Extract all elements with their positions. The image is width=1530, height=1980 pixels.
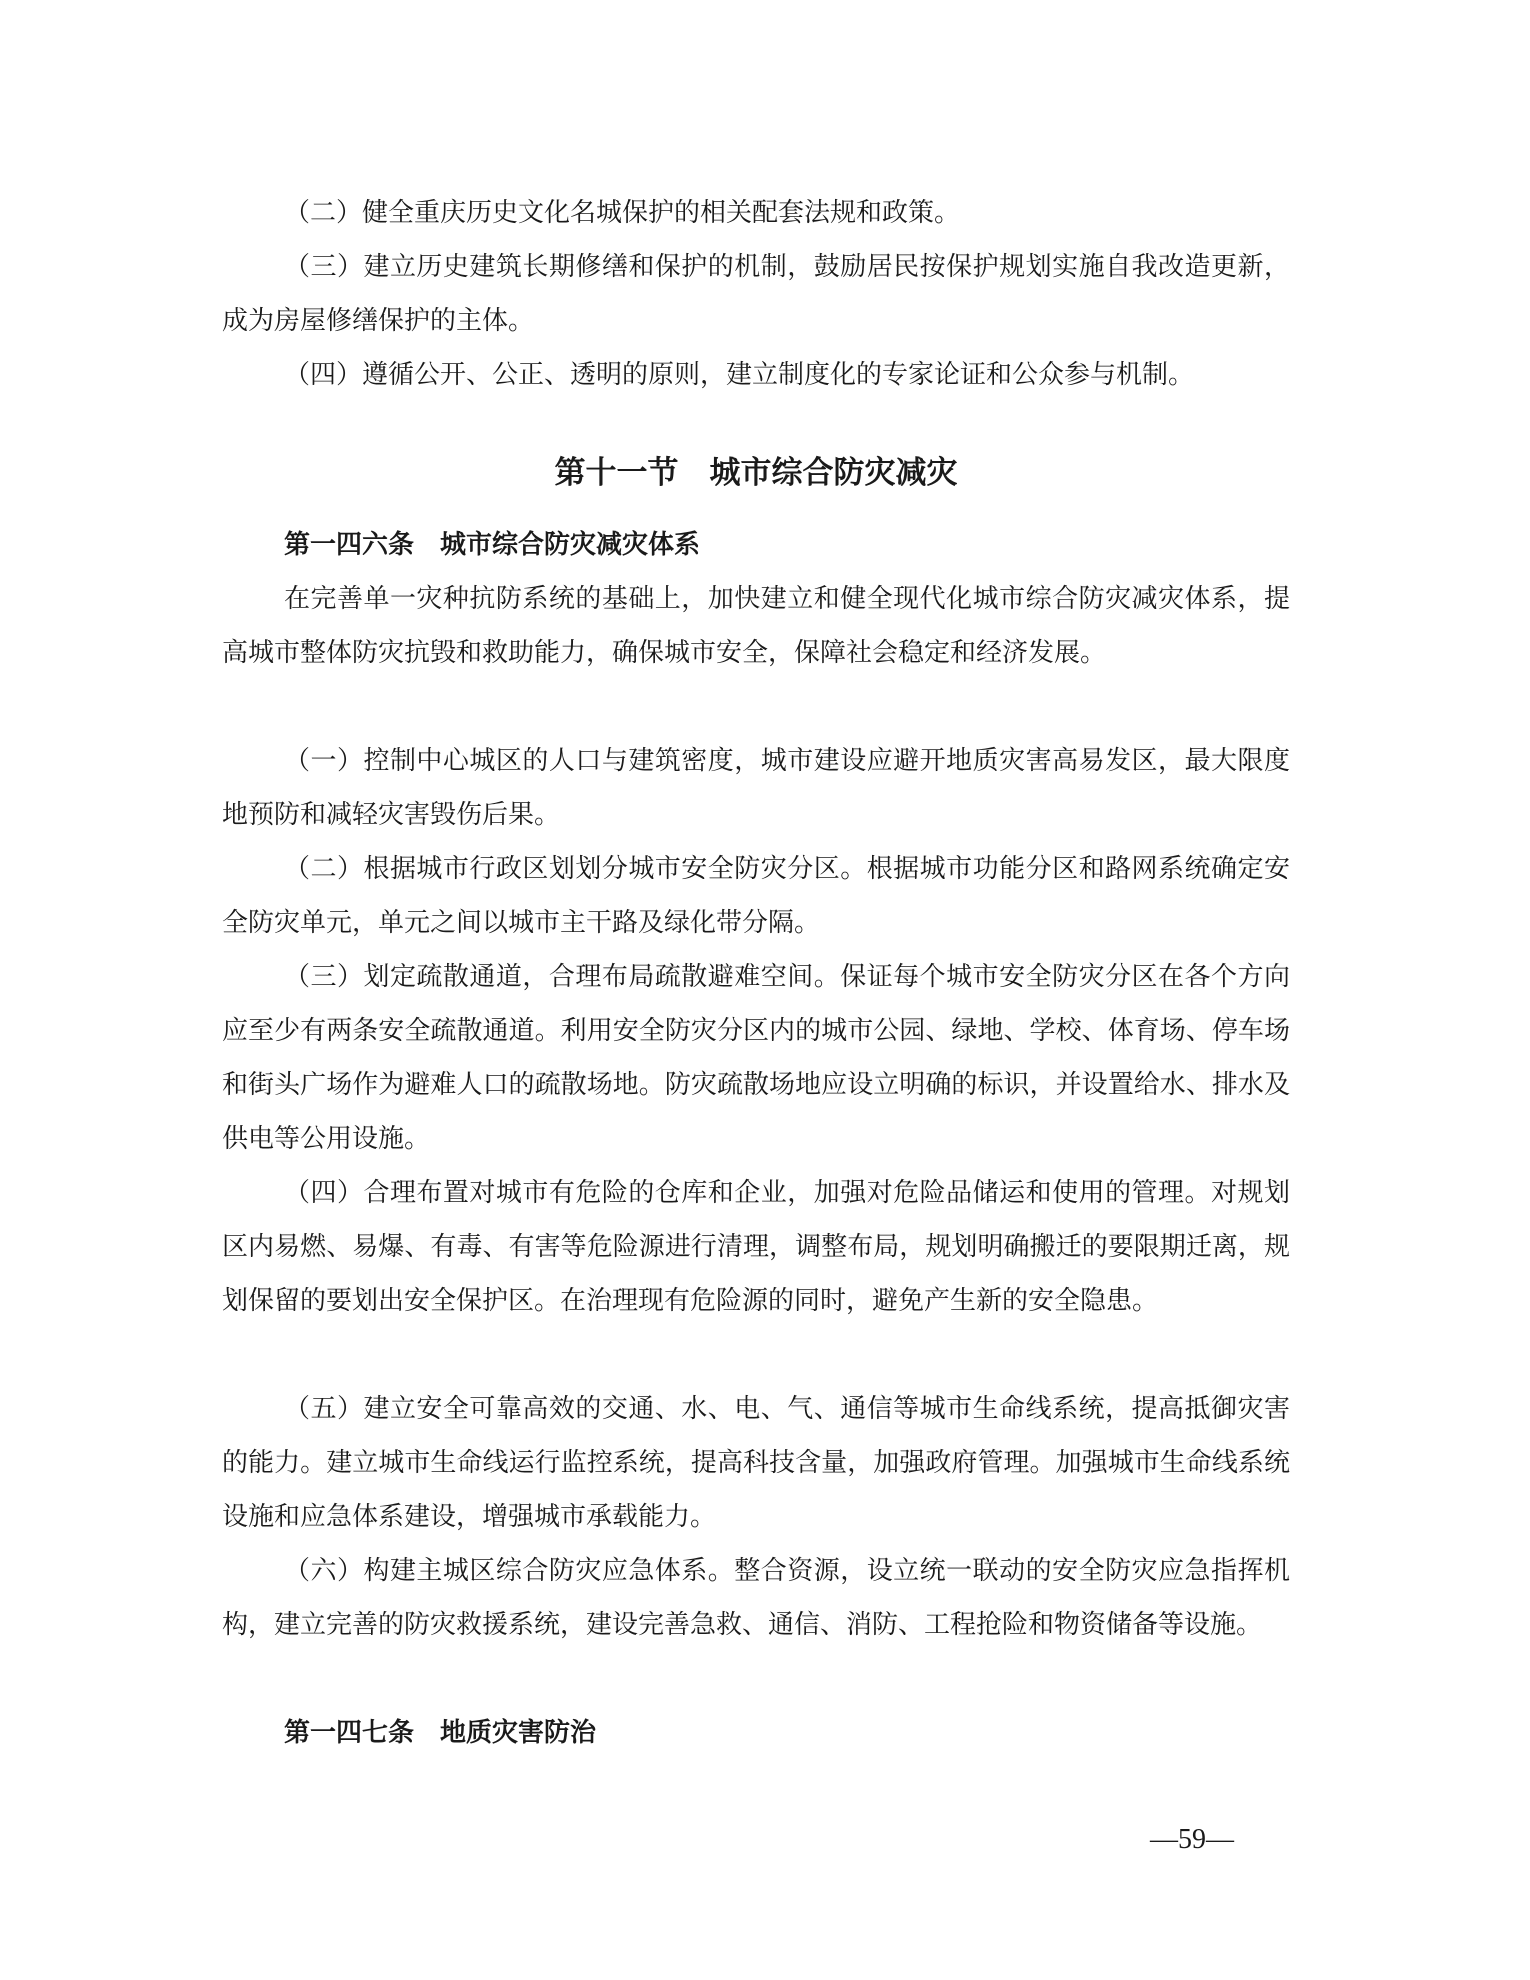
article-146-intro: 在完善单一灾种抗防系统的基础上，加快建立和健全现代化城市综合防灾减灾体系，提高城市整体防灾抗毁和救助能力，确保城市安全，保障社会稳定和经济发展。	[222, 584, 1290, 668]
paragraph-item-2: （二）健全重庆历史文化名城保护的相关配套法规和政策。	[284, 198, 961, 228]
paragraph-item-3: （三）建立历史建筑长期修缮和保护的机制，鼓励居民按保护规划实施自我改造更新，成为房屋修缮保护的主体。	[222, 252, 1290, 336]
paragraph-item-4: （四）遵循公开、公正、透明的原则，建立制度化的专家论证和公众参与机制。	[284, 360, 1195, 390]
article-146-item-2: （二）根据城市行政区划划分城市安全防灾分区。根据城市功能分区和路网系统确定安全防灾单元，单元之间以城市主干路及绿化带分隔。	[222, 854, 1290, 938]
article-146-item-6: （六）构建主城区综合防灾应急体系。整合资源，设立统一联动的安全防灾应急指挥机构，建立完善的防灾救援系统，建设完善急救、通信、消防、工程抢险和物资储备等设施。	[222, 1556, 1290, 1640]
article-146-item-3: （三）划定疏散通道，合理布局疏散避难空间。保证每个城市安全防灾分区在各个方向应至少有两条安全疏散通道。利用安全防灾分区内的城市公园、绿地、学校、体育场、停车场和街头广场作为避难人口的疏散场地。防灾疏散场地应设立明确的标识，并设置给水、排水及供电等公用设施。	[222, 962, 1290, 1154]
section-title: 第十一节 城市综合防灾减灾	[554, 455, 958, 491]
page-number: —59—	[1150, 1824, 1234, 1855]
article-146-item-1: （一）控制中心城区的人口与建筑密度，城市建设应避开地质灾害高易发区，最大限度地预防和减轻灾害毁伤后果。	[222, 746, 1290, 830]
article-146-heading: 第一四六条 城市综合防灾减灾体系	[284, 530, 701, 560]
article-147-heading: 第一四七条 地质灾害防治	[284, 1718, 597, 1748]
article-146-item-4: （四）合理布置对城市有危险的仓库和企业，加强对危险品储运和使用的管理。对规划区内易燃、易爆、有毒、有害等危险源进行清理，调整布局，规划明确搬迁的要限期迁离，规划保留的要划出安全保护区。在治理现有危险源的同时，避免产生新的安全隐患。	[222, 1178, 1290, 1316]
article-146-item-5: （五）建立安全可靠高效的交通、水、电、气、通信等城市生命线系统，提高抵御灾害的能力。建立城市生命线运行监控系统，提高科技含量，加强政府管理。加强城市生命线系统设施和应急体系建设，增强城市承载能力。	[222, 1394, 1290, 1532]
